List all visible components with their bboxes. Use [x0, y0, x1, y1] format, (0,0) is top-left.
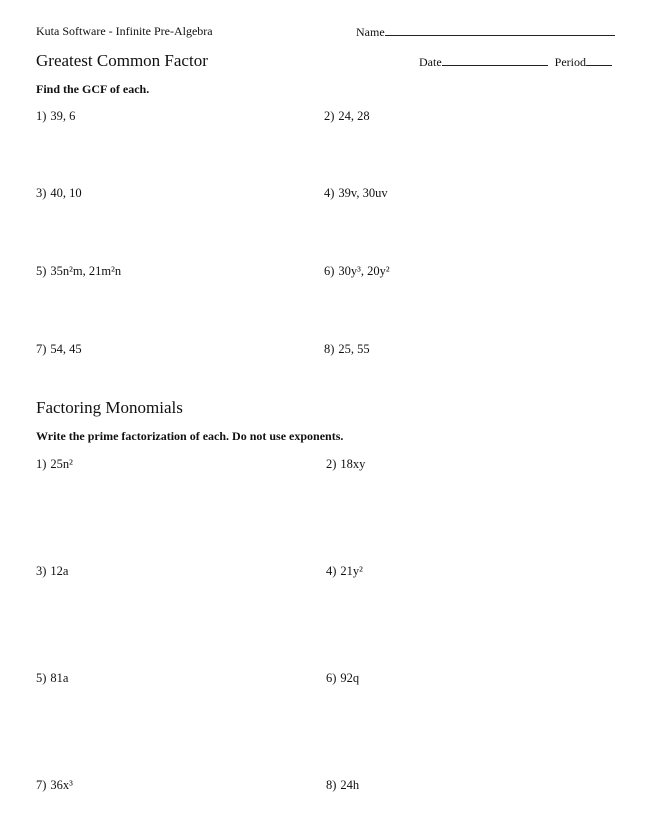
- problem-number: 3): [36, 564, 47, 578]
- problem-number: 7): [36, 342, 47, 356]
- period-label: Period: [554, 55, 586, 69]
- problem-text: 25, 55: [338, 342, 370, 356]
- name-field[interactable]: [356, 24, 615, 40]
- period-blank-line[interactable]: [586, 54, 612, 66]
- problem-item: [326, 564, 363, 579]
- problem-number: 5): [36, 671, 47, 685]
- problem-number: 1): [36, 109, 47, 123]
- problem-number: 6): [326, 671, 337, 685]
- problem-text: 39, 6: [50, 109, 76, 123]
- problem-text: 24h: [340, 778, 360, 792]
- problem-item: [36, 778, 73, 793]
- problem-item: [324, 264, 390, 279]
- problem-item: [36, 109, 75, 124]
- problem-number: 5): [36, 264, 47, 278]
- problem-text: 39v, 30uv: [338, 186, 388, 200]
- problem-number: 4): [326, 564, 337, 578]
- problem-item: [324, 186, 388, 201]
- date-label: Date: [419, 55, 442, 69]
- name-blank-line: [385, 24, 615, 36]
- problem-number: 4): [324, 186, 335, 200]
- worksheet-source: Kuta Software - Infinite Pre-Algebra: [36, 24, 213, 38]
- problem-number: 6): [324, 264, 335, 278]
- problem-text: 25n²: [50, 457, 73, 471]
- problem-item: [326, 671, 359, 686]
- name-label: Name: [356, 25, 385, 39]
- problem-number: 7): [36, 778, 47, 792]
- problem-text: 40, 10: [50, 186, 82, 200]
- problem-text: 24, 28: [338, 109, 370, 123]
- section-title-factoring: Factoring Monomials: [36, 398, 183, 417]
- problem-item: [324, 109, 370, 124]
- problem-item: [36, 457, 73, 472]
- problem-text: 30y³, 20y²: [338, 264, 390, 278]
- problem-item: [324, 342, 370, 357]
- problem-text: 18xy: [340, 457, 366, 471]
- problem-number: 1): [36, 457, 47, 471]
- instructions-factoring: Write the prime factorization of each. Do not use exponents.: [36, 429, 344, 443]
- problem-number: 8): [324, 342, 335, 356]
- date-period-row: [419, 54, 612, 70]
- problem-item: [36, 342, 82, 357]
- date-blank-line[interactable]: [442, 54, 548, 66]
- problem-text: 35n²m, 21m²n: [50, 264, 122, 278]
- problem-text: 12a: [50, 564, 69, 578]
- problem-item: [326, 457, 365, 472]
- problem-item: [36, 186, 82, 201]
- instructions-gcf: Find the GCF of each.: [36, 82, 150, 96]
- problem-text: 81a: [50, 671, 69, 685]
- section-title-gcf: Greatest Common Factor: [36, 51, 208, 70]
- problem-text: 36x³: [50, 778, 73, 792]
- problem-text: 21y²: [340, 564, 363, 578]
- problem-item: [326, 778, 359, 793]
- problem-number: 3): [36, 186, 47, 200]
- problem-number: 2): [324, 109, 335, 123]
- problem-item: [36, 564, 68, 579]
- problem-item: [36, 671, 68, 686]
- problem-text: 54, 45: [50, 342, 82, 356]
- problem-text: 92q: [340, 671, 360, 685]
- problem-item: [36, 264, 121, 279]
- problem-number: 2): [326, 457, 337, 471]
- problem-number: 8): [326, 778, 337, 792]
